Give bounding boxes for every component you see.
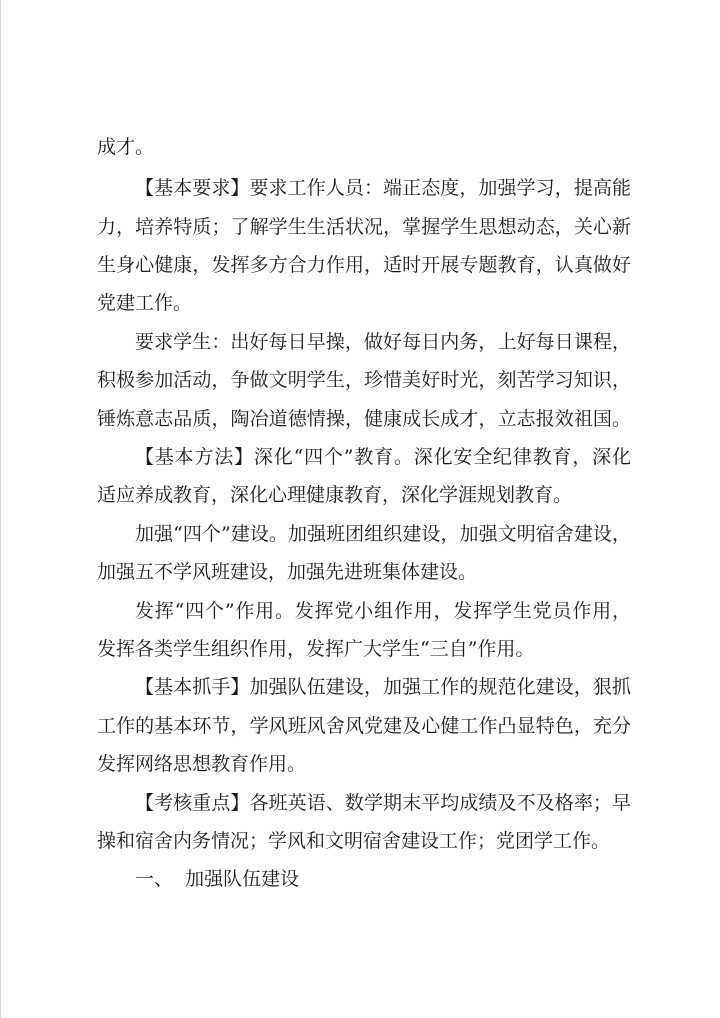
section-heading: 一、 加强队伍建设 [135,868,300,890]
text-line: 操和宿舍内务情况；学风和文明宿舍建设工作；党团学工作。 [97,830,611,852]
text-line: 【基本要求】要求工作人员：端正态度，加强学习，提高能 [135,177,631,199]
text-line: 发挥各类学生组织作用，发挥广大学生“三自”作用。 [97,638,535,660]
text-line: 工作的基本环节，学风班风舍风党建及心健工作凸显特色，充分 [97,715,631,737]
text-line: 积极参加活动，争做文明学生，珍惜美好时光，刻苦学习知识， [97,369,631,391]
text-line: 成才。 [97,136,155,158]
text-line: 力，培养特质；了解学生生活状况，掌握学生思想动态，关心新 [97,216,631,238]
text-line: 【基本方法】深化“四个”教育。深化安全纪律教育，深化 [135,446,631,468]
text-line: 加强五不学风班建设，加强先进班集体建设。 [97,561,478,583]
text-line: 【考核重点】各班英语、数学期末平均成绩及不及格率；早 [135,792,631,814]
text-line: 锤炼意志品质，陶冶道德情操，健康成长成才，立志报效祖国。 [97,408,631,430]
text-line: 要求学生：出好每日早操，做好每日内务，上好每日课程， [135,331,631,353]
text-line: 发挥“四个”作用。发挥党小组作用，发挥学生党员作用， [135,600,631,622]
text-line: 适应养成教育，深化心理健康教育，深化学涯规划教育。 [97,484,573,506]
text-line: 党建工作。 [97,292,193,314]
text-line: 生身心健康，发挥多方合力作用，适时开展专题教育，认真做好 [97,254,631,276]
text-line: 【基本抓手】加强队伍建设，加强工作的规范化建设，狠抓 [135,676,631,698]
text-line: 加强“四个”建设。加强班团组织建设，加强文明宿舍建设， [135,523,631,545]
text-line: 发挥网络思想教育作用。 [97,753,307,775]
